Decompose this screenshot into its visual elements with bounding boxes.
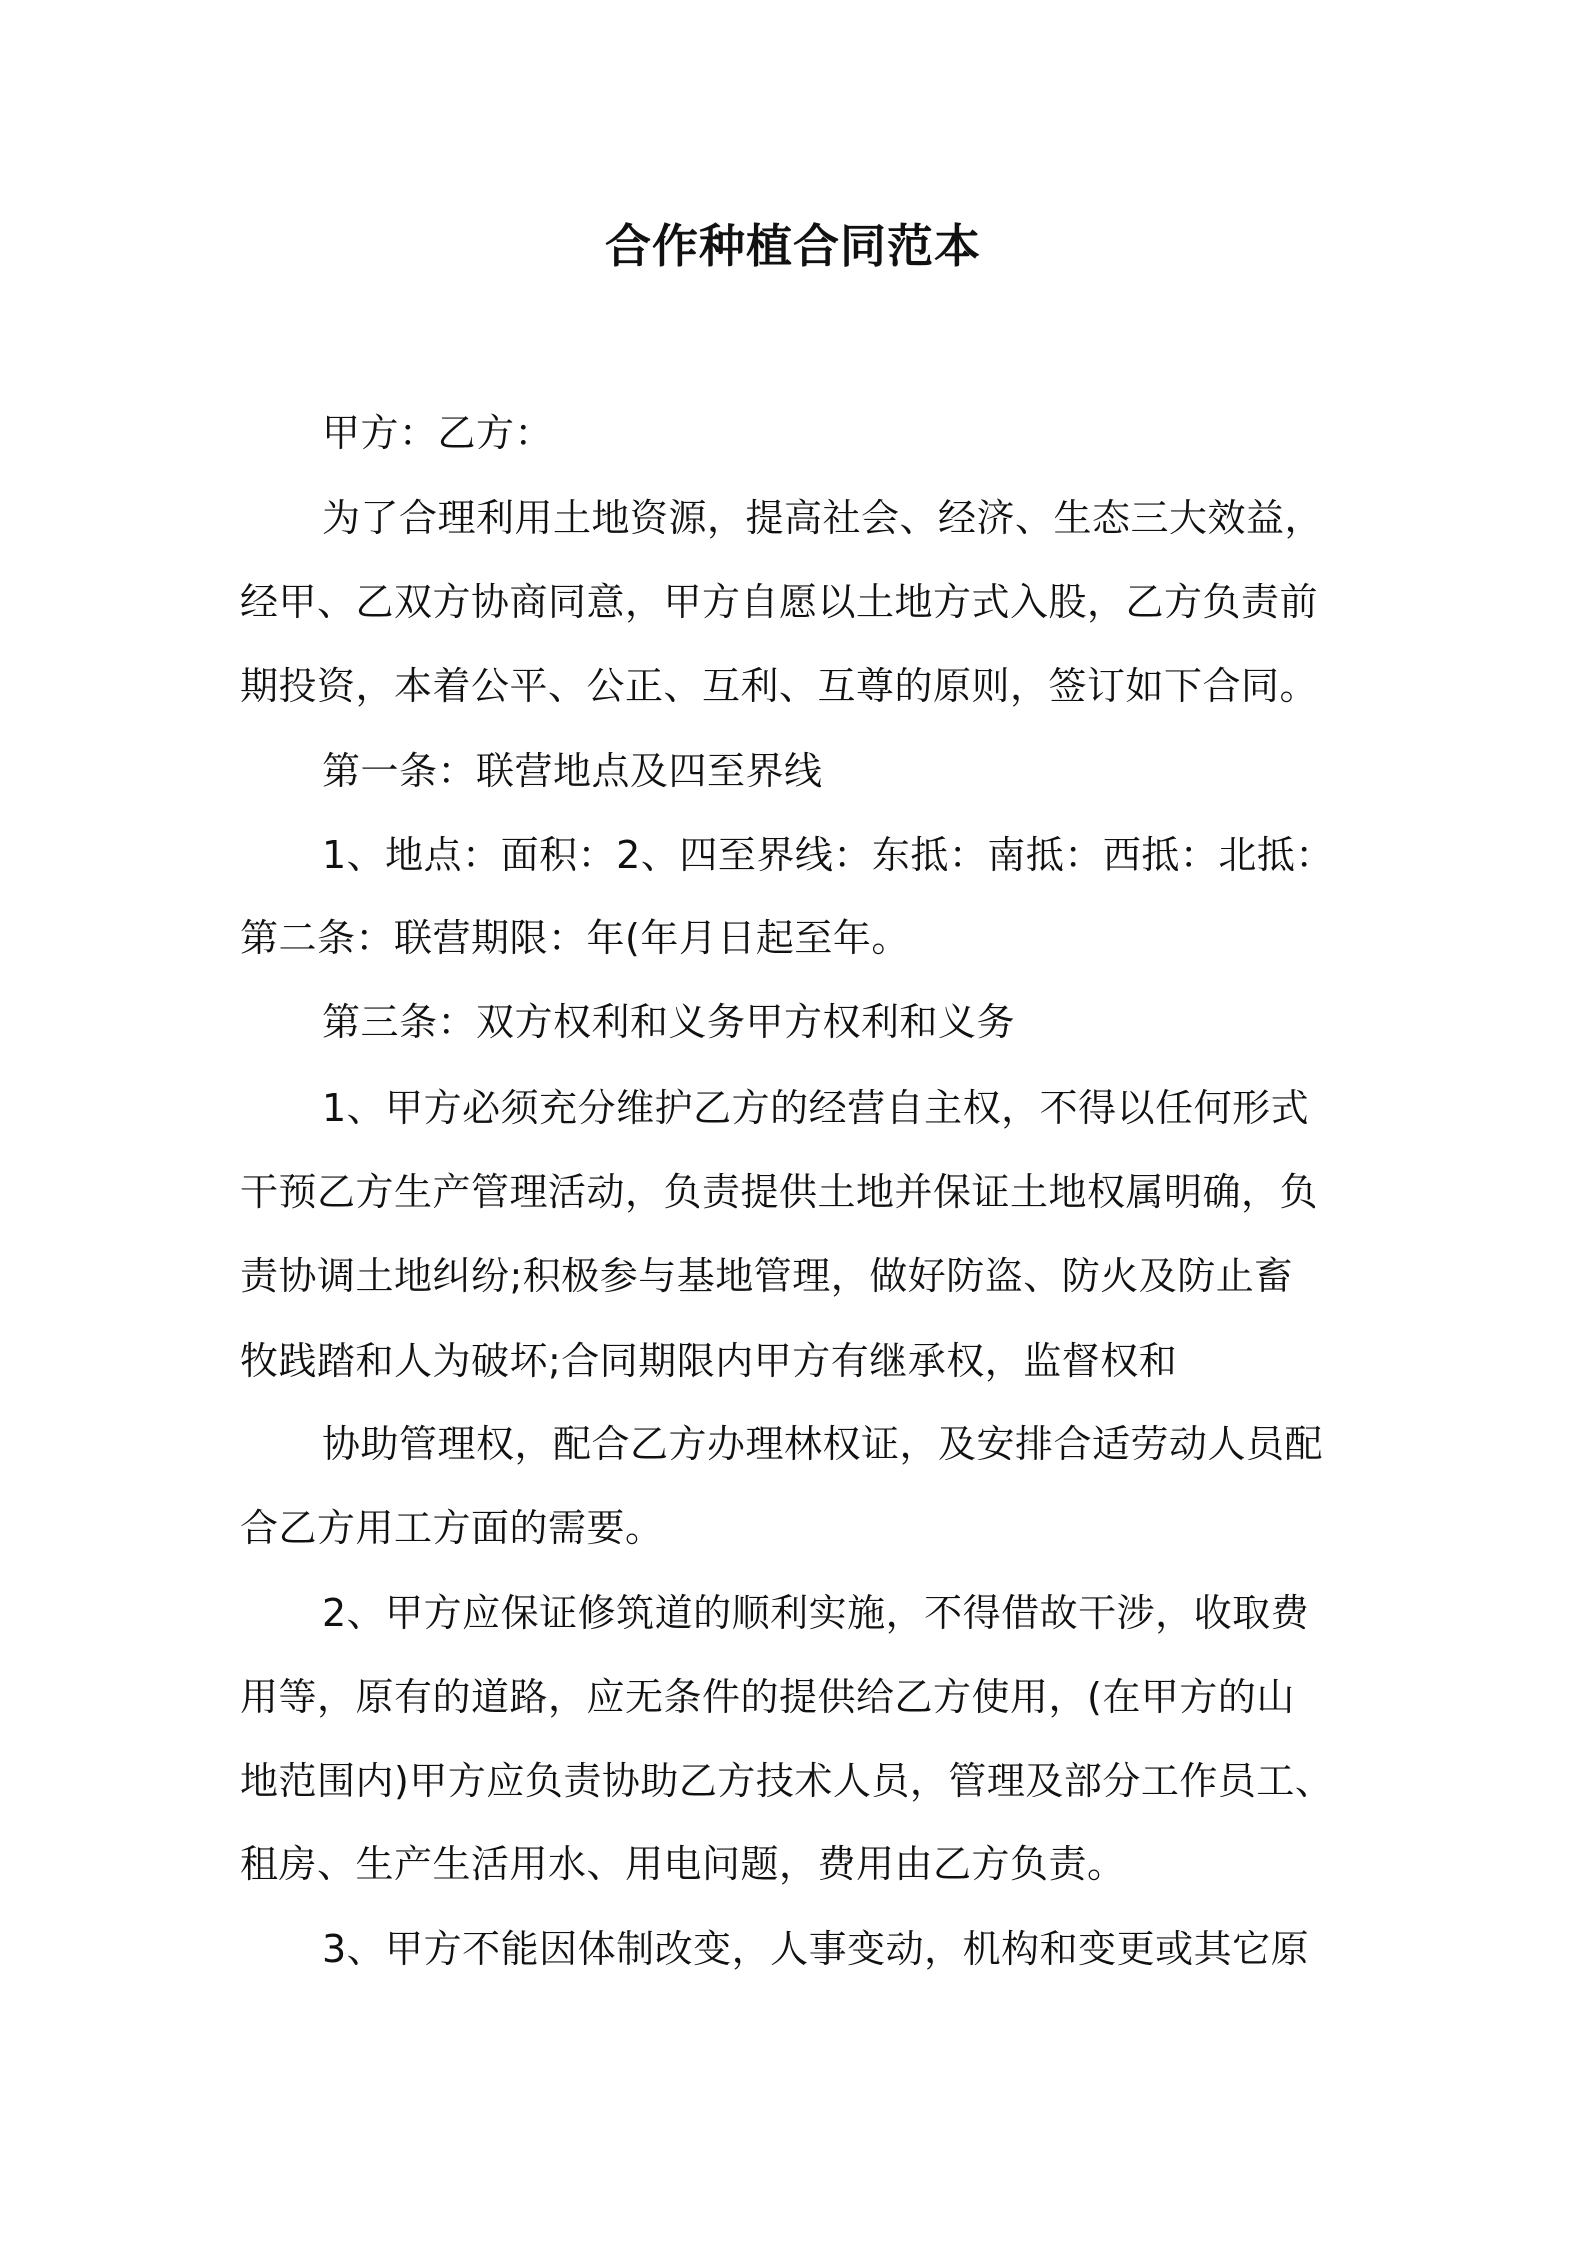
party-line: 甲方：乙方： — [322, 411, 554, 455]
clause-2-line-3: 地范围内)甲方应负责协助乙方技术人员，管理及部分工作员工、 — [240, 1759, 1334, 1803]
clause-1-line-4: 牧践踏和人为破坏;合同期限内甲方有继承权，监督权和 — [240, 1339, 1178, 1383]
clause-1-line-6: 合乙方用工方面的需要。 — [240, 1506, 664, 1550]
article-1-heading: 第一条：联营地点及四至界线 — [322, 749, 823, 793]
clause-2-line-4: 租房、生产生活用水、用电问题，费用由乙方负责。 — [240, 1842, 1126, 1886]
preamble-line-1: 为了合理利用土地资源，提高社会、经济、生态三大效益， — [322, 496, 1324, 540]
article-1-line: 1、地点：面积：2、四至界线：东抵：南抵：西抵：北抵： — [322, 833, 1334, 877]
clause-3-line-1: 3、甲方不能因体制改变，人事变动，机构和变更或其它原 — [322, 1927, 1310, 1971]
article-3-heading: 第三条：双方权利和义务甲方权利和义务 — [322, 1000, 1016, 1044]
document-title: 合作种植合同范本 — [605, 219, 981, 273]
clause-1-line-1: 1、甲方必须充分维护乙方的经营自主权，不得以任何形式 — [322, 1086, 1310, 1130]
clause-2-line-1: 2、甲方应保证修筑道的顺利实施，不得借故干涉，收取费 — [322, 1591, 1310, 1635]
clause-1-line-2: 干预乙方生产管理活动，负责提供土地并保证土地权属明确，负 — [240, 1170, 1319, 1214]
clause-1-line-5: 协助管理权，配合乙方办理林权证，及安排合适劳动人员配 — [322, 1422, 1324, 1466]
clause-1-line-3: 责协调土地纠纷;积极参与基地管理，做好防盗、防火及防止畜 — [240, 1254, 1293, 1298]
preamble-line-3: 期投资，本着公平、公正、互利、互尊的原则，签订如下合同。 — [240, 664, 1319, 708]
article-2-line: 第二条：联营期限：年(年月日起至年。 — [240, 916, 910, 960]
clause-2-line-2: 用等，原有的道路，应无条件的提供给乙方使用，(在甲方的山 — [240, 1675, 1295, 1719]
preamble-line-2: 经甲、乙双方协商同意，甲方自愿以土地方式入股，乙方负责前 — [240, 580, 1319, 624]
